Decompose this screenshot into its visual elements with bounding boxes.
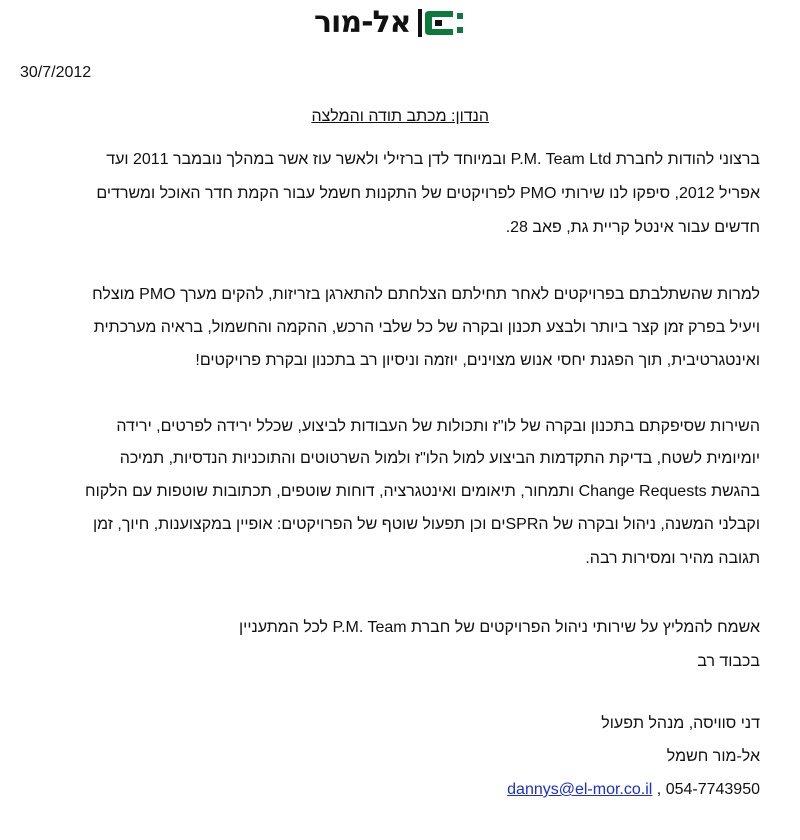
paragraph-3-line-2: יומיומית לשטח, בדיקת התקדמות הביצוע למול הלו"ז ולמול השרטוטים והתוכניות הנדסיות, תמיכה [119,450,760,467]
recommendation-line: אשמח להמליץ על שירותי ניהול הפרויקטים של חברת P.M. Team לכל המתעניין [239,619,760,636]
paragraph-3-line-5: תגובה מהיר ומסירות רבה. [585,550,760,567]
signature-name-title: דני סוויסה, מנהל תפעול [601,715,760,732]
signature-contact [507,779,760,801]
paragraph-1-line-1: ברצוני להודות לחברת P.M. Team Ltd ובמיוחד לדן ברזילי ולאשר עוז אשר במהלך נובמבר 2011 ועד [106,151,760,168]
paragraph-2-line-1: למרות שהשתלבתם בפרויקטים לאחר תחילתם הצלחתם להתארגן בזריזות, להקים מערך PMO מוצלח [92,286,760,303]
company-logo [314,4,482,42]
paragraph-2-line-3: ואינטגרטיבית, תוך הפגנת יחסי אנוש מצוינים, יוזמה וניסיון רב בתכנון ובקרת פרויקטים! [195,352,760,369]
email-link[interactable]: dannys@el-mor.co.il [507,781,653,798]
contact-separator: , [656,781,662,798]
elmor-logo-icon [415,6,469,40]
letter-date: 30/7/2012 [20,64,92,81]
phone-number: 054-7743950 [665,781,760,798]
logo-text: אל-מור [314,5,411,40]
paragraph-3-line-1: השירות שסיפקתם בתכנון ובקרה של לו"ז ותכולות של העבודות לביצוע, שכלל ירידה לפרטים, ירידה [116,418,760,435]
paragraph-1-line-2: אפריל 2012, סיפקו לנו שירותי PMO לפרויקטים של התקנות חשמל עבור הקמת חדר האוכל ומשרדים [96,185,760,202]
signature-company: אל-מור חשמל [666,748,760,765]
paragraph-2-line-2: ויעיל בפרק זמן קצר ביותר ולבצע תכנון ובקרה של כל שלבי הרכש, ההקמה והחשמול, בראיה מערכתית [93,319,760,336]
paragraph-3-line-4: וקבלני המשנה, ניהול ובקרה של הSPRים וכן תפעול שוטף של הפרויקטים: אופיין במקצוענות, חיוך, זמן [92,516,760,533]
letter-subject: הנדון: מכתב תודה והמלצה [311,108,489,125]
paragraph-3-line-3: בהגשת Change Requests ותמחור, תיאומים ואינטגרציה, דוחות שוטפים, תכתובות שוטפות עם הלקוח [85,483,760,500]
paragraph-1-line-3: חדשים עבור אינטל קריית גת, פאב 28. [505,219,760,236]
closing-line: בכבוד רב [697,653,760,670]
